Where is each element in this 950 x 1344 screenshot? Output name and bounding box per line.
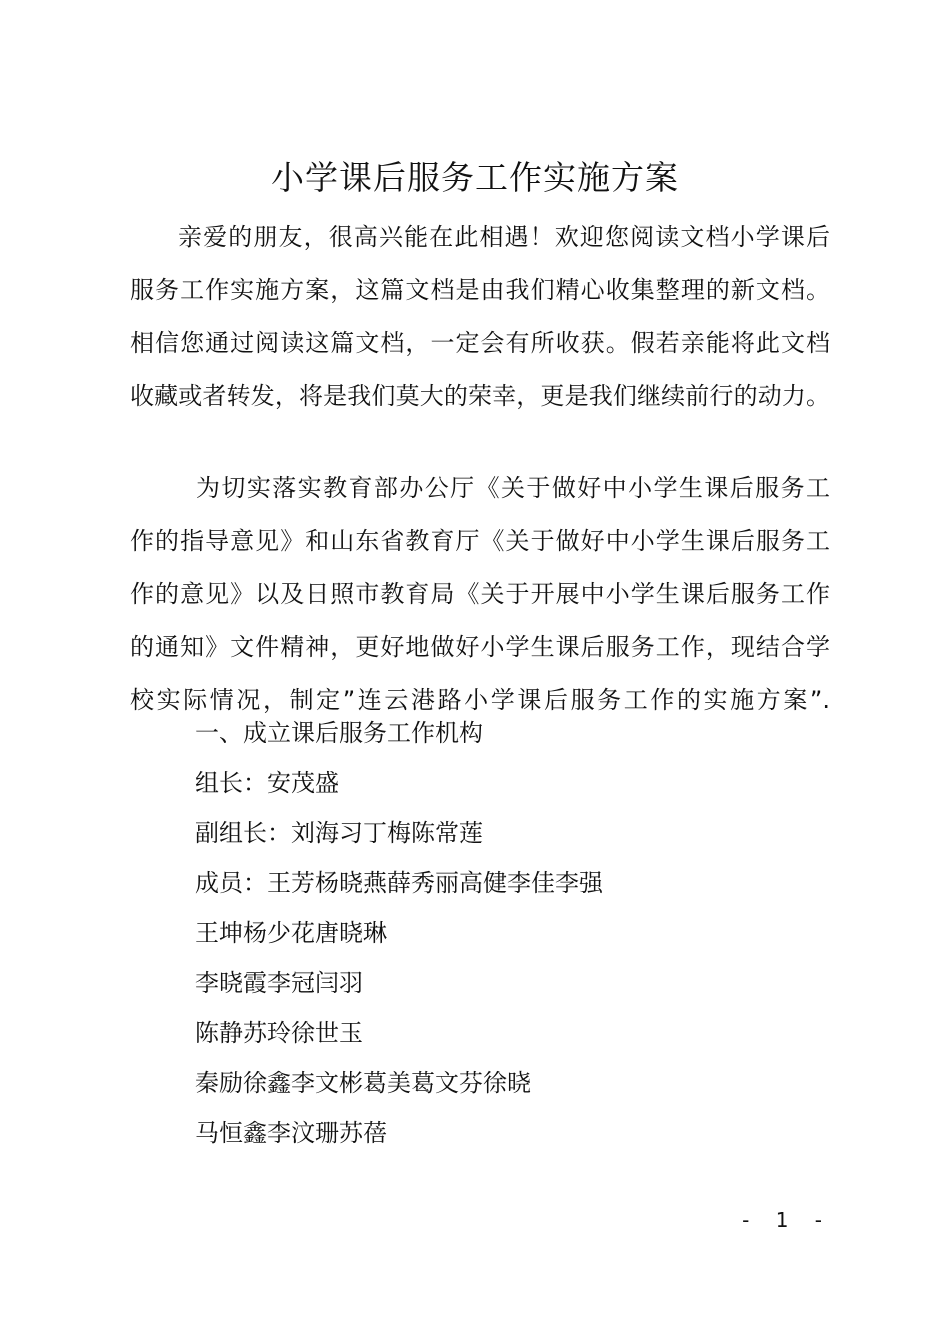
- section-heading: 一、成立课后服务工作机构: [195, 719, 483, 747]
- members-line: 秦励徐鑫李文彬葛美葛文芬徐晓: [195, 1069, 531, 1097]
- document-title: 小学课后服务工作实施方案: [271, 158, 679, 197]
- intro-line: 相信您通过阅读这篇文档，一定会有所收获。假若亲能将此文档: [130, 329, 830, 357]
- body-line: 的通知》文件精神，更好地做好小学生课后服务工作，现结合学: [130, 633, 830, 661]
- members-line: 李晓霞李冠闫羽: [195, 969, 363, 997]
- page-number: - 1 -: [742, 1208, 832, 1232]
- body-line: 作的指导意见》和山东省教育厅《关于做好中小学生课后服务工: [130, 527, 830, 555]
- members-line: 王坤杨少花唐晓琳: [195, 919, 387, 947]
- body-line: 作的意见》以及日照市教育局《关于开展中小学生课后服务工作: [130, 580, 830, 608]
- members-line: 成员：王芳杨晓燕薛秀丽高健李佳李强: [195, 869, 603, 897]
- body-line: 为切实落实教育部办公厅《关于做好中小学生课后服务工: [196, 474, 830, 502]
- body-paragraph: [130, 462, 830, 727]
- members-line: 马恒鑫李汶珊苏蓓: [195, 1119, 387, 1147]
- intro-line: 收藏或者转发，将是我们莫大的荣幸，更是我们继续前行的动力。: [130, 382, 830, 410]
- members-line: 陈静苏玲徐世玉: [195, 1019, 363, 1047]
- intro-paragraph: [130, 211, 830, 423]
- leader-line: 组长：安茂盛: [195, 769, 339, 797]
- intro-line: 服务工作实施方案，这篇文档是由我们精心收集整理的新文档。: [130, 276, 830, 304]
- body-line: 校实际情况，制定”连云港路小学课后服务工作的实施方案”.: [130, 686, 830, 714]
- deputy-leader-line: 副组长：刘海习丁梅陈常莲: [195, 819, 483, 847]
- intro-line: 亲爱的朋友，很高兴能在此相遇！欢迎您阅读文档小学课后: [178, 223, 830, 251]
